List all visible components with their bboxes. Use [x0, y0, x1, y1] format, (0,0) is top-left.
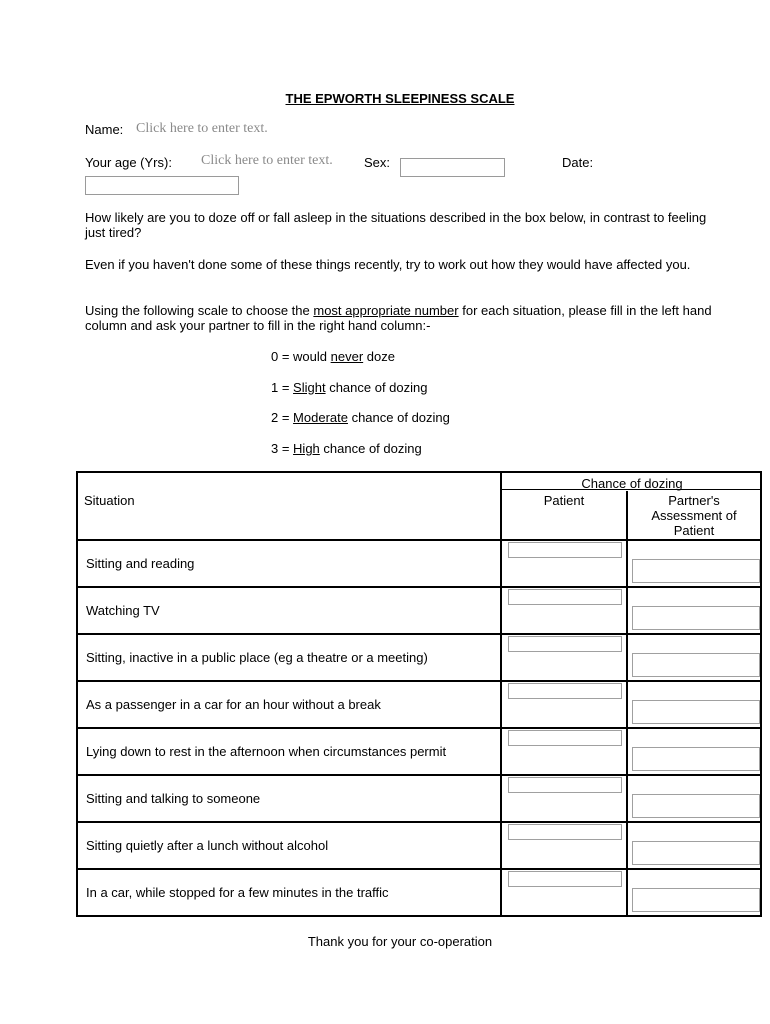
name-label: Name:	[85, 122, 124, 137]
patient-answer-field[interactable]	[508, 683, 622, 699]
chance-header: Chance of dozing	[581, 476, 683, 491]
situation-row-label: Sitting quietly after a lunch without alcohol	[86, 838, 329, 853]
situation-row-label: Sitting and talking to someone	[86, 791, 261, 806]
patient-answer-field[interactable]	[508, 777, 622, 793]
date-field[interactable]	[85, 176, 239, 195]
sex-field[interactable]	[400, 158, 505, 177]
partner-answer-field[interactable]	[632, 794, 760, 818]
patient-answer-field[interactable]	[508, 542, 622, 558]
age-input[interactable]: Click here to enter text.	[201, 153, 333, 168]
patient-header: Patient	[543, 493, 585, 508]
scale-item-3: 3 = High chance of dozing	[271, 441, 422, 456]
scale-item-1: 1 = Slight chance of dozing	[271, 380, 428, 395]
column-divider	[626, 491, 628, 915]
situation-table	[76, 471, 762, 917]
partner-answer-field[interactable]	[632, 841, 760, 865]
partner-answer-field[interactable]	[632, 653, 760, 677]
partner-answer-field[interactable]	[632, 606, 760, 630]
partner-header: Partner's Assessment of Patient	[651, 493, 737, 538]
age-label: Your age (Yrs):	[85, 155, 172, 170]
patient-answer-field[interactable]	[508, 589, 622, 605]
partner-answer-field[interactable]	[632, 559, 760, 583]
partner-answer-field[interactable]	[632, 700, 760, 724]
page-title: THE EPWORTH SLEEPINESS SCALE	[285, 91, 515, 106]
partner-answer-field[interactable]	[632, 888, 760, 912]
situation-row-label: Sitting and reading	[86, 556, 195, 571]
thank-you-note: Thank you for your co-operation	[307, 934, 493, 949]
situation-row-label: In a car, while stopped for a few minutes in the traffic	[86, 885, 389, 900]
situation-row-label: Sitting, inactive in a public place (eg a theatre or a meeting)	[86, 650, 428, 665]
situation-header: Situation	[84, 493, 135, 508]
patient-answer-field[interactable]	[508, 824, 622, 840]
situation-row-label: Lying down to rest in the afternoon when circumstances permit	[86, 744, 447, 759]
situation-row-label: As a passenger in a car for an hour without a break	[86, 697, 381, 712]
emphasis-text: most appropriate number	[313, 303, 459, 318]
scale-item-0: 0 = would never doze	[271, 349, 395, 364]
patient-answer-field[interactable]	[508, 730, 622, 746]
instruction-paragraph-2: Even if you haven't done some of these things recently, try to work out how they would have affected you.	[85, 257, 691, 272]
patient-answer-field[interactable]	[508, 636, 622, 652]
date-label: Date:	[562, 155, 594, 170]
name-input[interactable]: Click here to enter text.	[136, 121, 268, 136]
instruction-paragraph-3: Using the following scale to choose the most appropriate number for each situation, please fill in the left hand column and ask your partner to fill in the right hand column:-	[85, 303, 712, 333]
situation-row-label: Watching TV	[86, 603, 160, 618]
instruction-paragraph-1: How likely are you to doze off or fall asleep in the situations described in the box below, in contrast to feeling just tired?	[85, 210, 707, 240]
partner-answer-field[interactable]	[632, 747, 760, 771]
scale-item-2: 2 = Moderate chance of dozing	[271, 410, 450, 425]
sex-label: Sex:	[364, 155, 391, 170]
patient-answer-field[interactable]	[508, 871, 622, 887]
